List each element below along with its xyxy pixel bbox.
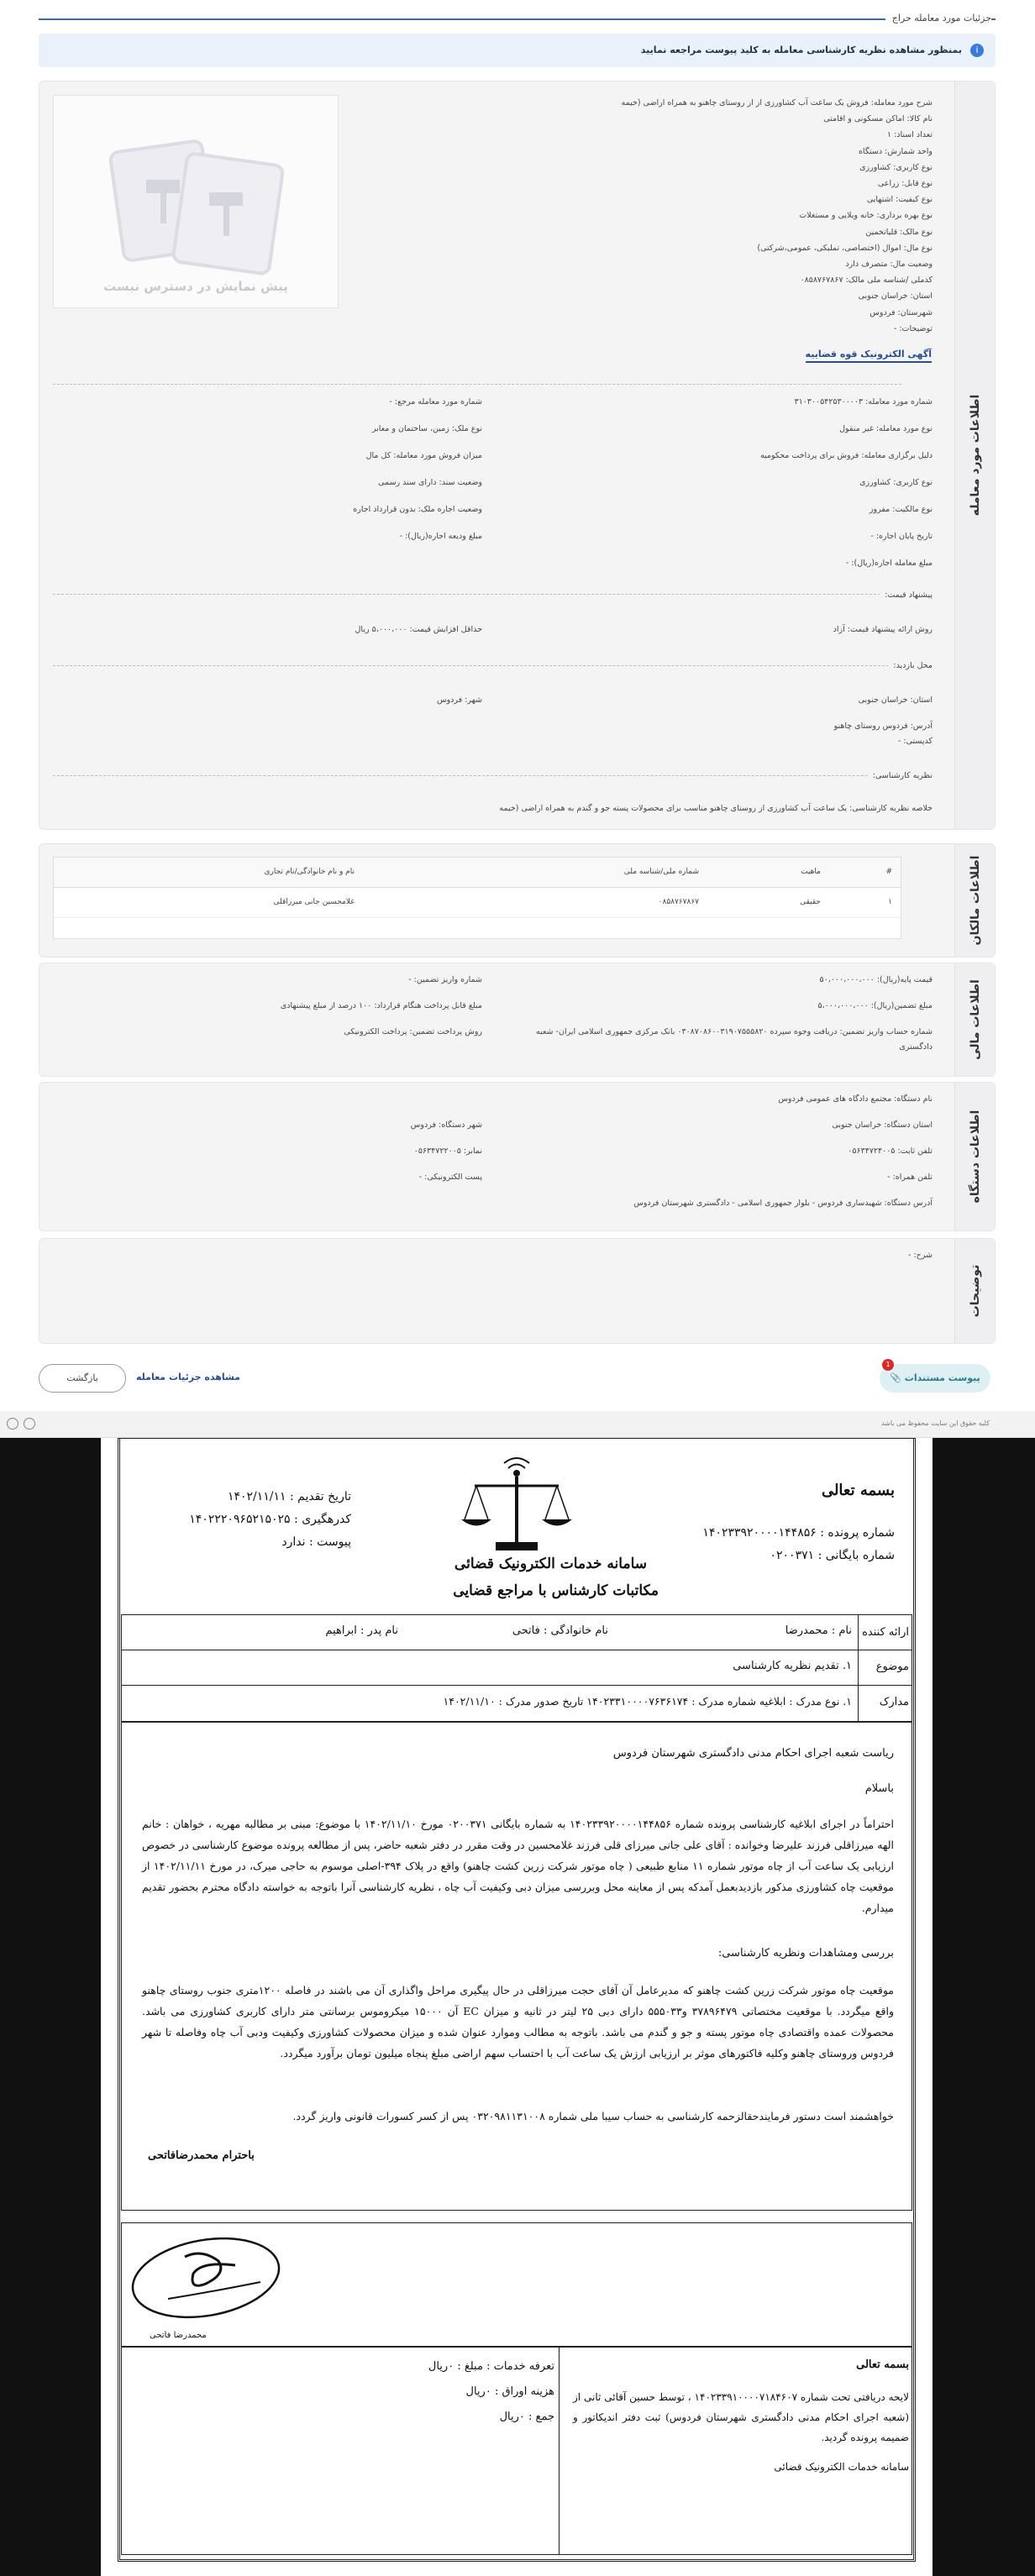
deal-field: نوع مالکیت: مفروز xyxy=(869,505,933,514)
deal-desc-line: نوع کیفیت: اشتهایی xyxy=(866,195,933,205)
divider xyxy=(53,594,901,595)
preview-thumbnail xyxy=(53,95,339,308)
bid-heading: پیشنهاد قیمت: xyxy=(880,590,933,600)
preview-unavailable-text: پیش نمایش در دسترس نیست xyxy=(103,279,288,294)
row-type: حقیقی xyxy=(800,898,821,906)
basmala: بسمه تعالی xyxy=(821,1482,895,1499)
visit-postal: کدپستی: - xyxy=(897,737,933,746)
notes-text: شرح: - xyxy=(908,1251,933,1260)
expert-letter-page xyxy=(101,1438,933,2576)
col-name: نام و نام خانوادگی/نام تجاری xyxy=(264,868,355,876)
subject-label: موضوع xyxy=(875,1660,909,1673)
paper-fee: هزینه اوراق : ۰ریال xyxy=(465,2385,554,2398)
deal-field: شماره مورد معامله: ۳۱۰۳۰۰۵۴۲۵۳۰۰۰۰۳ xyxy=(794,397,933,407)
deal-info-section xyxy=(39,81,996,830)
signature-image xyxy=(126,2232,294,2324)
owners-section xyxy=(39,843,996,957)
court-address: آدرس دستگاه: شهیدساری فردوس - بلوار جمهوری اسلامی - دادگستری شهرستان فردوس xyxy=(633,1199,933,1208)
service-fee: تعرفه خدمات : مبلغ : ۰ریال xyxy=(428,2360,554,2373)
info-icon: i xyxy=(970,44,984,57)
guarantee-deposit-no: شماره واریز تضمین: - xyxy=(408,975,482,984)
court-section xyxy=(39,1082,996,1231)
finance-tab[interactable]: اطلاعات مالی xyxy=(954,963,995,1076)
attachment-status: پیوست : ندارد xyxy=(281,1535,351,1549)
sender-last-name: نام خانوادگی : فاتحی xyxy=(512,1624,608,1637)
court-mobile: تلفن همراه: - xyxy=(887,1173,933,1182)
col-divider xyxy=(559,2347,560,2555)
deal-desc-line: واحد شمارش: دستگاه xyxy=(858,146,933,156)
docs-text: ۱. نوع مدرک : ابلاغیه شماره مدرک : ۱۴۰۲۳۳۱۰۰۰۰۷۶۳۶۱۷۴ تاریخ صدور مدرک : ۱۴۰۲/۱۱/۱۰ xyxy=(443,1695,852,1708)
deal-desc-line: نوع قابل: زراعی xyxy=(877,179,933,188)
visit-city: شهر: فردوس xyxy=(437,695,482,705)
deal-field: وضعیت سند: دارای سند رسمی xyxy=(378,478,482,487)
row-name: غلامحسین جانی میرزاقلی xyxy=(273,898,355,906)
back-button[interactable]: بازگشت xyxy=(39,1364,126,1393)
deal-desc-line: نوع بهره برداری: خانه ویلایی و مستغلات xyxy=(799,211,933,221)
sender-label: ارائه کننده xyxy=(862,1626,909,1639)
deal-desc-line: تعداد اسناد: ۱ xyxy=(886,130,933,140)
deal-field: نوع ملک: زمین، ساختمان و معابر xyxy=(371,424,482,433)
paperclip-icon: 📎 xyxy=(890,1372,901,1383)
footer-strip xyxy=(0,1411,1035,1438)
org-subtitle: مکاتبات کارشناس با مراجع قضایی xyxy=(453,1582,659,1599)
visit-province: استان: خراسان جنوبی xyxy=(858,695,933,705)
review-heading: بررسی ومشاهدات ونظریه کارشناسی: xyxy=(717,1947,894,1960)
letter-paragraph-1: احتراماً در اجرای ابلاغیه کارشناسی پرونده شماره ۱۴۰۲۳۳۹۲۰۰۰۰۱۴۴۸۵۶ به شماره بایگانی ۰۲۰۰۳۷۱ مورخ ۱۴۰۲/۱۱/۱۰ با موضوع: مبنی بر مطالبه مهریه ، خواهان : خانم الهه میرزاقلی فرزند علیرضا وخوانده : آقای علی جانی میرزای قلی فرزند غلامحسین در وقت مقرر در دفتر شعبه حاضر، پس از مطالعه پرونده موضوع کارشناسی در خصوص ارزیابی یک ساعت آب از چاه موتور شماره ۱۱ منابع طبیعی ( چاه موتور شرکت زرین کشت چاهنو) واقع در پلاک ۳۹۴-اصلی موسوم به حاجی میرک، در مورخ ۱۴۰۲/۱۱/۱۱ از موقعیت چاه کشاورزی مذکور بازدیدبعمل آمدکه پس از معاینه محل وبررسی میزان دبی وکیفیت آب چاه ، نظریه کارشناسی آنرا باتوجه به خواسته دادگاه محترم بحضور تقدیم میدارم. xyxy=(142,1818,895,1914)
sender-father-name: نام پدر : ابراهیم xyxy=(325,1624,398,1637)
col-index: # xyxy=(885,868,892,876)
archive-number: شماره بایگانی : ۰۲۰۰۳۷۱ xyxy=(770,1549,895,1562)
court-email: پست الکترونیکی: - xyxy=(418,1173,482,1182)
deal-desc-line: توضیحات: - xyxy=(893,323,933,333)
deal-desc-line: استان: خراسان جنوبی xyxy=(858,291,933,302)
guarantee-amount: مبلغ تضمین(ریال): ۵،۰۰۰،۰۰۰،۰۰۰ xyxy=(817,1001,933,1010)
deal-field: مبلغ معامله اجاره(ریال): - xyxy=(845,559,933,568)
tracking-code: کدرهگیری : ۱۴۰۲۲۲۰۹۶۵۲۱۵۰۲۵ xyxy=(189,1513,351,1526)
deal-desc-line: نام کالا: اماکن مسکونی و اقامتی xyxy=(823,114,933,124)
bid-method: روش ارائه پیشنهاد قیمت: آزاد xyxy=(833,625,933,634)
divider xyxy=(53,775,901,776)
document-viewer xyxy=(0,1438,1035,2576)
recipient: ریاست شعبه اجرای احکام مدنی دادگستری شهرستان فردوس xyxy=(612,1747,894,1760)
court-fax: نمابر: ۰۵۶۳۴۷۲۲۰۰۵ xyxy=(413,1146,482,1156)
table-header xyxy=(54,858,901,888)
expert-heading: نظریه کارشناسی: xyxy=(868,771,933,780)
deal-desc-line: نوع مال: اموال (اختصاصی، تملیکی، عمومی،شرکتی) xyxy=(757,243,933,253)
deal-desc-line: نوع مالک: قلیاتخمین xyxy=(865,227,933,237)
deal-field: میزان فروش مورد معامله: کل مال xyxy=(365,451,482,460)
footer-box xyxy=(121,2347,912,2555)
deal-field: مبلغ ودیعه اجاره(ریال): - xyxy=(399,532,482,541)
contract-payable: مبلغ قابل پرداخت هنگام قرارداد: ۱۰۰ درصد از مبلغ پیشنهادی xyxy=(280,1001,482,1010)
fee-total: جمع : ۰ریال xyxy=(499,2411,554,2423)
footer-basmala: بسمه تعالی xyxy=(856,2358,909,2371)
deal-field: وضعیت اجاره ملک: بدون قرارداد اجاره xyxy=(353,505,482,514)
court-phone: تلفن ثابت: ۰۵۶۳۴۷۲۴۰۰۵ xyxy=(848,1146,933,1156)
footer-logo-icon xyxy=(24,1418,35,1430)
finance-section xyxy=(39,963,996,1077)
deal-desc-line: شرح مورد معامله: فروش یک ساعت آب کشاورزی از از روستای چاهنو به همراه اراضی (خیمه xyxy=(621,98,933,108)
visit-heading: محل بازدید: xyxy=(888,661,933,670)
sender-first-name: نام : محمدرضا xyxy=(785,1624,852,1637)
court-name: نام دستگاه: مجتمع دادگاه های عمومی فردوس xyxy=(778,1094,933,1104)
letter-paragraph-3: خواهشمند است دستور فرمایندحقالزحمه کارشناسی به حساب سیبا ملی شماره ۰۳۲۰۹۸۱۱۳۱۰۰۸ پس از کسر کسورات قانونی واریز گردد. xyxy=(292,2110,894,2122)
greeting: باسلام xyxy=(864,1782,894,1795)
title-rule xyxy=(39,18,996,20)
footer-logo-icon xyxy=(7,1418,18,1430)
guarantee-payment-method: روش پرداخت تضمین: پرداخت الکترونیکی xyxy=(344,1027,482,1036)
base-price: قیمت پایه(ریال): ۵۰،۰۰۰،۰۰۰،۰۰۰ xyxy=(819,975,933,984)
guarantee-account-cont: دادگستری xyxy=(899,1042,933,1052)
deal-field: شماره مورد معامله مرجع: - xyxy=(389,397,482,407)
owners-tab[interactable]: اطلاعات مالکان xyxy=(954,844,995,957)
notice-bar xyxy=(39,34,996,67)
deal-field: نوع مورد معامله: غیر منقول xyxy=(839,424,933,433)
deal-desc-line: وضعیت مال: متصرف دارد xyxy=(845,260,933,269)
guarantee-account: شماره حساب واریز تضمین: دریافت وجوه سپرده ۰۳۰۸۷۰۸۶۰۰۳۱۹۰۷۵۵۵۸۲۰ بانک مرکزی جمهوری اسلامی ایران- شعبه xyxy=(536,1027,933,1036)
judiciary-ad-link[interactable]: آگهی الکترونیک قوه قضاییه xyxy=(806,349,932,363)
deal-details-link[interactable]: مشاهده جزئیات معامله xyxy=(136,1372,240,1382)
docs-label: مدارک xyxy=(879,1696,909,1708)
court-city: شهر دستگاه: فردوس xyxy=(410,1120,482,1130)
notes-section xyxy=(39,1238,996,1344)
deal-desc-line: کدملی /شناسه ملی مالک: ۰۸۵۸۷۶۷۸۶۷ xyxy=(800,275,933,286)
row-national-id: ۰۸۵۸۷۶۷۸۶۷ xyxy=(658,898,699,906)
letter-body-box xyxy=(121,1722,912,2211)
attachments-button[interactable]: 📎 پیوست مستندات xyxy=(880,1364,990,1393)
court-province: استان دستگاه: خراسان جنوبی xyxy=(832,1120,933,1130)
deal-desc-line: نوع کاربری: کشاورزی xyxy=(859,162,933,172)
deal-field: دلیل برگزاری معامله: فروش برای پرداخت محکومیه xyxy=(759,451,933,460)
visit-address: آدرس: فردوس روستای چاهنو xyxy=(833,721,933,731)
deal-field: نوع کاربری: کشاورزی xyxy=(859,478,933,487)
col-divider xyxy=(858,1614,859,1722)
letter-paragraph-2: موقعیت چاه موتور شرکت زرین کشت چاهنو که مدیرعامل آن آقای حجت میرزاقلی در حال پیگیری مراحل واگذاری آن می باشند در فاصله ۱۲۰۰متری جنوب روستای چاهنو واقع میگردد. با موقعیت مختصاتی ۳۷۸۹۶۴۷۹ و۵۵۵۰۳۳ دارای دبی ۲۵ لیتر در ثانیه و میزان EC آن ۱۵۰۰۰ میکروموس برسانتی متر دارای کاربری کشاورزی می باشد. محصولات عمده واقتصادی چاه موتور پسته و جو و گندم می باشد. باتوجه به مطالب وموارد عنوان شده و میزان محصولات کشاورزی وکیفیت ودبی آب چاه وفاصله تا شهر فردوس وروستای چاهنو وکلیه فاکتورهای موثر بر ارزیابی ارزش یک ساعت آب با احتساب سهم اراضی مبلغ پنجاه میلیون تومان برآورد میگردد. xyxy=(142,1984,895,2059)
justice-scale-logo-icon xyxy=(458,1448,575,1557)
bid-min-increase: حداقل افزایش قیمت: ۵،۰۰۰،۰۰۰ ریال xyxy=(355,625,482,634)
closing: باحترام محمدرضافاتحی xyxy=(148,2149,255,2162)
submit-date: تاریخ تقدیم : ۱۴۰۲/۱۱/۱۱ xyxy=(227,1490,351,1503)
notice-text: بمنظور مشاهده نظریه کارشناسی معامله به کلید پیوست مراجعه نمایید xyxy=(640,45,962,55)
owners-table xyxy=(53,857,901,939)
court-tab[interactable]: اطلاعات دستگاه xyxy=(954,1083,995,1230)
subject-text: ۱. تقدیم نظریه کارشناسی xyxy=(733,1660,852,1672)
copyright-text: کلیه حقوق این سایت محفوظ می باشد xyxy=(880,1419,990,1427)
case-number: شماره پرونده : ۱۴۰۲۳۳۹۲۰۰۰۰۱۴۴۸۵۶ xyxy=(702,1526,895,1540)
page-title: جزئیات مورد معامله حراج xyxy=(885,13,991,24)
row-index: ۱ xyxy=(888,898,892,906)
footer-registration-text: لایحه دریافتی تحت شماره ۱۴۰۲۳۳۹۱۰۰۰۰۷۱۸۴۶۰۷ ، توسط حسین آقائی ثانی از (شعبه اجرای احکام مدنی دادگستری شهرستان فردوس) ثبت دفتر اندیکاتور و ضمیمه پرونده گردید. xyxy=(573,2391,909,2443)
col-national-id: شماره ملی/شناسه ملی xyxy=(623,868,699,876)
attachment-count-badge: 1 xyxy=(882,1359,894,1371)
expert-summary: خلاصه نظریه کارشناسی: یک ساعت آب کشاورزی از روستای چاهنو مناسب برای محصولات پسته جو و گندم به همراه اراضی (خیمه xyxy=(499,804,933,813)
col-type: ماهیت xyxy=(801,868,821,876)
divider xyxy=(53,665,901,666)
deal-info-tab[interactable]: اطلاعات مورد معامله xyxy=(954,81,995,829)
gavel-icon xyxy=(54,113,339,281)
row-divider xyxy=(121,1685,912,1686)
footer-org: سامانه خدمات الکترونیک قضائی xyxy=(774,2461,909,2473)
deal-field: تاریخ پایان اجاره: - xyxy=(870,532,933,541)
table-row xyxy=(54,888,901,918)
notes-tab[interactable]: توضیحات xyxy=(954,1239,995,1343)
signatory-name: محمدرضا فاتحی xyxy=(150,2331,207,2340)
divider xyxy=(53,384,901,385)
deal-desc-line: شهرستان: فردوس xyxy=(870,307,933,317)
org-name: سامانه خدمات الکترونیک قضائی xyxy=(454,1556,647,1572)
